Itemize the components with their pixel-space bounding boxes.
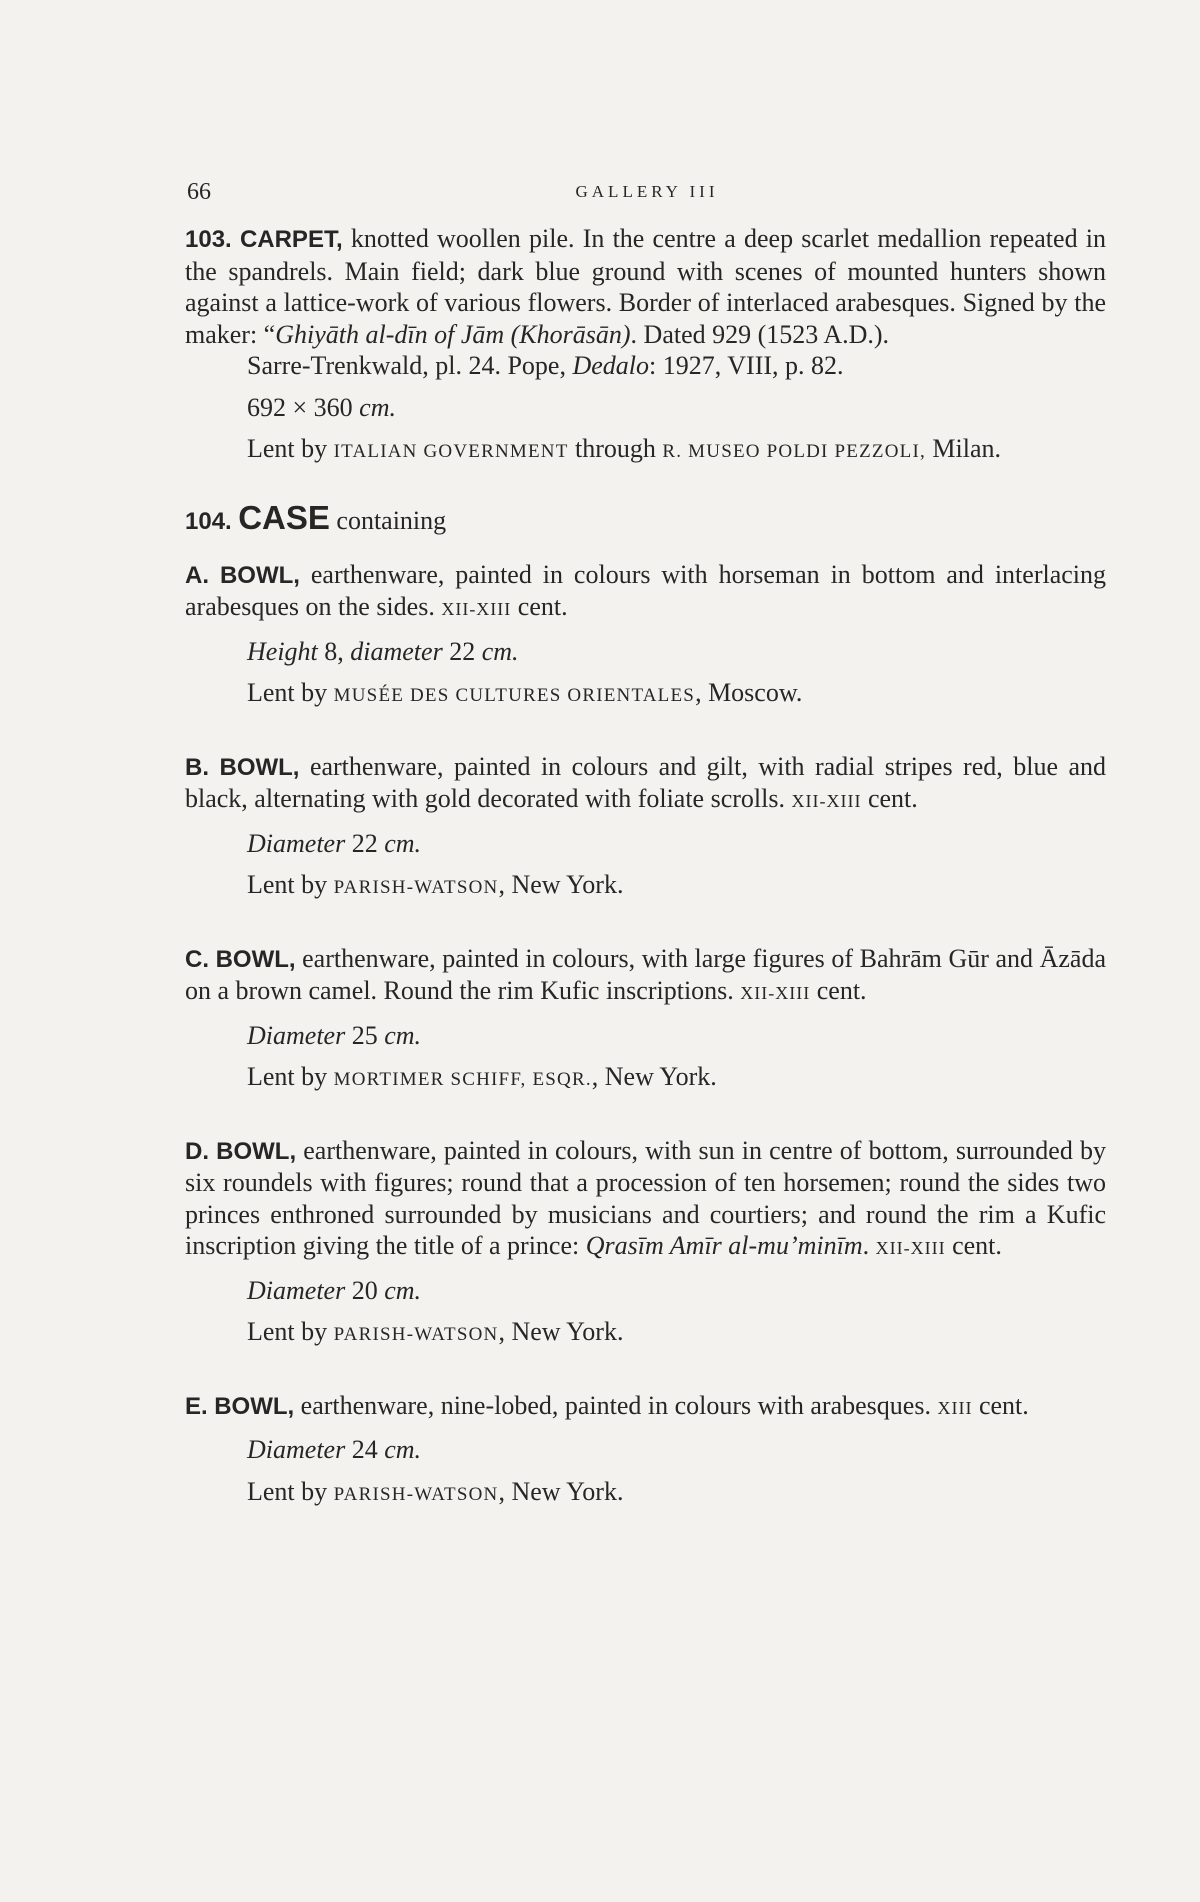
page-number: 66 bbox=[187, 179, 211, 205]
measure-value: 20 bbox=[345, 1275, 385, 1305]
lender-name: PARISH-WATSON bbox=[333, 1324, 499, 1345]
sub-entry-text: earthenware, painted in colours and gilt, with radial stripes red, blue and black, alternating with gold decorated with foliate scrolls. bbox=[185, 751, 1107, 813]
century-suffix: cent. bbox=[511, 592, 568, 621]
lent-by-label: Lent by bbox=[247, 1476, 334, 1506]
lent-by-label: Lent by bbox=[247, 870, 334, 899]
measure-value: 8, bbox=[317, 636, 351, 666]
lender-line bbox=[185, 1061, 1106, 1096]
maker-signature: Ghiyāth al-dīn of Jām (Khorāsān) bbox=[275, 319, 631, 349]
lender-line bbox=[185, 433, 1106, 468]
measurements bbox=[185, 828, 1106, 860]
lent-by-label: Lent by bbox=[247, 1317, 334, 1346]
sub-entry-description bbox=[185, 559, 1106, 626]
sub-entry-c bbox=[185, 943, 1106, 1096]
measure-unit: cm. bbox=[384, 1435, 422, 1464]
century-suffix: cent. bbox=[945, 1231, 1002, 1260]
century: XIII bbox=[937, 1397, 973, 1418]
sub-entry-title: BOWL, bbox=[215, 945, 296, 973]
measure-unit: cm. bbox=[384, 1275, 422, 1305]
sub-entry-letter: B. bbox=[185, 753, 209, 781]
century-suffix: cent. bbox=[810, 976, 867, 1005]
lender-name: PARISH-WATSON bbox=[333, 877, 499, 898]
entry-103 bbox=[185, 223, 1106, 468]
century: XII-XIII bbox=[441, 599, 512, 619]
sub-entry-title: BOWL, bbox=[219, 753, 300, 781]
entry-103-description bbox=[185, 223, 1106, 350]
sub-entry-letter: E. bbox=[185, 1392, 208, 1420]
sub-entry-title: BOWL, bbox=[216, 1137, 297, 1165]
measure-value: 22 bbox=[345, 828, 385, 858]
inscription-suffix: . bbox=[862, 1231, 876, 1260]
sub-entry-letter: C. bbox=[185, 945, 209, 973]
measure-label: Diameter bbox=[247, 1020, 346, 1050]
measure-value: 24 bbox=[345, 1435, 385, 1464]
page-header bbox=[187, 177, 1107, 207]
through-text: through bbox=[568, 434, 663, 463]
century: XII-XIII bbox=[791, 791, 862, 811]
lender-name: PARISH-WATSON bbox=[333, 1483, 499, 1505]
sub-entry-description bbox=[185, 943, 1106, 1010]
entry-number: 104. bbox=[185, 507, 232, 535]
lender-location: , New York. bbox=[498, 1317, 624, 1346]
journal-title: Dedalo bbox=[572, 351, 649, 380]
sub-entry-text: earthenware, nine-lobed, painted in colours with arabesques. bbox=[294, 1390, 938, 1420]
sub-entry-b bbox=[185, 751, 1106, 904]
sub-entry-text: earthenware, painted in colours, with sun in centre of bottom, surrounded by six roundels with figures; round that a procession of ten horsemen; round the sides two princes enthroned surrounded by musicians and courtiers; and round the rim a Kufic inscription giving the title of a prince: bbox=[185, 1135, 1106, 1260]
dimensions bbox=[185, 392, 1106, 424]
lender-location: , New York. bbox=[591, 1062, 717, 1091]
sub-entry-title: BOWL, bbox=[219, 561, 300, 589]
lent-by-label: Lent by bbox=[247, 434, 334, 463]
century-suffix: cent. bbox=[972, 1390, 1029, 1420]
inscription-text: Qrasīm Amīr al-mu’minīm bbox=[585, 1231, 863, 1260]
measure-unit: cm. bbox=[384, 828, 422, 858]
lender-name: MORTIMER SCHIFF, ESQR. bbox=[333, 1069, 592, 1090]
sub-entry-letter: D. bbox=[185, 1137, 209, 1165]
entry-text: containing bbox=[329, 505, 447, 535]
measure-unit: cm. bbox=[384, 1020, 422, 1050]
sub-entry-text: earthenware, painted in colours, with large figures of Bahrām Gūr and Āzāda on a brown camel. Round the rim Kufic inscriptions. bbox=[185, 943, 1106, 1005]
bibliography bbox=[185, 350, 1106, 382]
sub-entry-letter: A. bbox=[185, 561, 209, 589]
measurements bbox=[185, 636, 1106, 668]
measure-value-2: 22 bbox=[442, 636, 482, 666]
dimension-unit: cm. bbox=[359, 392, 396, 422]
running-head: GALLERY III bbox=[575, 182, 719, 201]
lender-line bbox=[185, 1316, 1106, 1351]
sub-entry-e bbox=[185, 1390, 1106, 1511]
century: XII-XIII bbox=[875, 1238, 946, 1258]
measure-label: Height bbox=[247, 636, 318, 666]
sub-entry-description bbox=[185, 751, 1106, 818]
page-body bbox=[185, 223, 1106, 1510]
lender-name: ITALIAN GOVERNMENT bbox=[333, 441, 569, 462]
reference-text: Sarre-Trenkwald, pl. 24. Pope, bbox=[247, 351, 573, 380]
measure-value: 25 bbox=[345, 1020, 385, 1050]
reference-citation: : 1927, VIII, p. 82. bbox=[649, 351, 844, 380]
lender-city: Milan. bbox=[932, 434, 1002, 463]
measure-label-2: diameter bbox=[350, 636, 443, 666]
entry-text: knotted woollen pile. In the centre a deep scarlet medallion repeated in the spandrels. Main field; dark blue ground with scenes of mounted hunters shown against a lattice-work of various flowers. Border of interlaced arabesques. Signed by the maker: “ bbox=[185, 224, 1107, 349]
century-suffix: cent. bbox=[861, 784, 918, 813]
lender-location: , New York. bbox=[498, 1476, 624, 1506]
sub-entry-title: BOWL, bbox=[214, 1392, 295, 1420]
entry-number: 103. bbox=[185, 226, 232, 253]
measurements bbox=[185, 1275, 1106, 1307]
lender-location: , Moscow. bbox=[695, 678, 803, 707]
lender-institution: R. MUSEO POLDI PEZZOLI, bbox=[662, 441, 926, 462]
entry-104-heading bbox=[185, 498, 1106, 537]
sub-entry-d bbox=[185, 1135, 1106, 1351]
sub-entry-a bbox=[185, 559, 1106, 712]
lent-by-label: Lent by bbox=[247, 1062, 334, 1091]
measure-label: Diameter bbox=[247, 1275, 346, 1305]
century: XII-XIII bbox=[740, 983, 811, 1003]
entry-title: CASE bbox=[238, 498, 330, 536]
sub-entry-description bbox=[185, 1390, 1106, 1425]
lender-line bbox=[185, 1476, 1106, 1511]
lender-line bbox=[185, 677, 1106, 712]
measure-unit: cm. bbox=[481, 636, 519, 666]
dimension-value: 692 × 360 bbox=[247, 392, 360, 422]
lender-name: MUSÉE DES CULTURES ORIENTALES bbox=[333, 685, 696, 706]
lent-by-label: Lent by bbox=[247, 678, 334, 707]
sub-entry-text: earthenware, painted in colours with horseman in bottom and interlacing arabesques on the sides. bbox=[185, 559, 1107, 621]
measurements bbox=[185, 1020, 1106, 1052]
measure-label: Diameter bbox=[247, 1435, 346, 1464]
lender-location: , New York. bbox=[498, 870, 624, 899]
measurements bbox=[185, 1434, 1106, 1466]
entry-date: . Dated 929 (1523 A.D.). bbox=[630, 319, 890, 349]
measure-label: Diameter bbox=[247, 828, 346, 858]
lender-line bbox=[185, 869, 1106, 904]
sub-entry-description bbox=[185, 1135, 1106, 1265]
entry-title: CARPET, bbox=[239, 226, 343, 253]
